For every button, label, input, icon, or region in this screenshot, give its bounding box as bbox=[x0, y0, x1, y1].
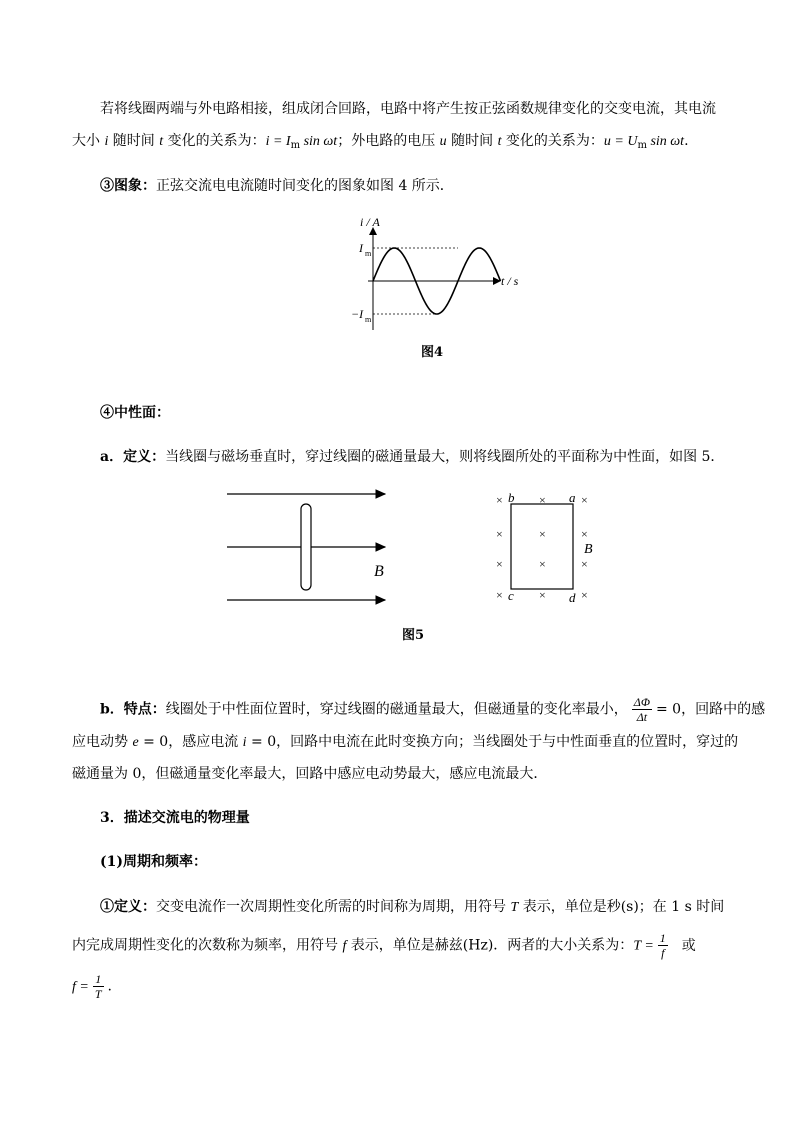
fraction-denominator: f bbox=[661, 946, 665, 960]
var-t: t bbox=[497, 134, 502, 149]
cross-mark: × bbox=[581, 557, 588, 571]
fraction-denominator: T bbox=[94, 987, 102, 1001]
cross-mark: × bbox=[496, 527, 503, 541]
fraction-one-over-f bbox=[658, 931, 668, 960]
paragraph-2 bbox=[100, 176, 454, 196]
text: 若将线圈两端与外电路相接，组成闭合回路，电路中将产生按正弦函数规律变化的交变电流，其电流 bbox=[100, 101, 716, 117]
text: 正弦交流电电流随时间变化的图象如图 4 所示． bbox=[156, 178, 454, 194]
cross-mark: × bbox=[539, 557, 546, 571]
text: 随时间 bbox=[446, 133, 498, 149]
text: 当线圈与磁场垂直时，穿过线圈的磁通量最大，则将线圈所处的平面称为中性面，如图 5． bbox=[165, 449, 725, 465]
cross-mark: × bbox=[581, 493, 588, 507]
cross-mark: × bbox=[496, 588, 503, 602]
equation-frequency-lhs: f = bbox=[72, 979, 89, 995]
fraction-numerator: 1 bbox=[93, 972, 104, 987]
label: ④中性面： bbox=[100, 405, 170, 421]
text: 表示，单位是赫兹(Hz)．两者的大小关系为： bbox=[346, 937, 634, 954]
text: 或 bbox=[681, 937, 696, 954]
paragraph-1-line-1 bbox=[100, 99, 716, 119]
paragraph-6-line-3 bbox=[72, 972, 112, 1001]
equation-voltage-tail: sin ωt bbox=[646, 134, 685, 149]
section-3-1-heading: (1)周期和频率： bbox=[100, 854, 207, 870]
subscript: m bbox=[365, 249, 372, 258]
fraction-denominator: Δt bbox=[636, 710, 648, 724]
text: 线圈处于中性面位置时，穿过线圈的磁通量最大，但磁通量的变化率最小， bbox=[165, 701, 628, 718]
subscript: m bbox=[637, 140, 647, 151]
im-positive-label: I bbox=[359, 241, 363, 255]
equation-current-tail: sin ωt bbox=[300, 134, 338, 149]
cross-mark: × bbox=[581, 527, 588, 541]
equation-period-lhs: T = bbox=[633, 938, 654, 954]
text: 大小 bbox=[72, 133, 105, 149]
paragraph-4 bbox=[100, 447, 724, 467]
equation-current: i = I bbox=[265, 134, 291, 149]
figure-4-caption: 图4 bbox=[421, 345, 444, 360]
var-i: i bbox=[242, 735, 247, 750]
magnetic-field-crosses bbox=[496, 493, 588, 602]
label: a．定义： bbox=[100, 449, 166, 465]
label: ①定义： bbox=[100, 899, 156, 915]
x-axis-label: t / s bbox=[501, 274, 519, 288]
paragraph-1-line-2 bbox=[72, 131, 689, 156]
paragraph-5-line-1 bbox=[100, 695, 765, 724]
cross-mark: × bbox=[496, 557, 503, 571]
var-f: f bbox=[342, 938, 347, 954]
subscript: m bbox=[290, 140, 301, 151]
fraction-one-over-T bbox=[93, 972, 104, 1001]
text: . bbox=[107, 978, 112, 995]
text: 内完成周期性变化的次数称为频率，用符号 bbox=[72, 937, 343, 954]
y-axis-label: i / A bbox=[360, 215, 380, 229]
text: 随时间 bbox=[108, 133, 160, 149]
text: 交变电流作一次周期性变化所需的时间称为周期，用符号 bbox=[156, 899, 511, 915]
paragraph-6-line-1 bbox=[100, 897, 724, 918]
text: 应电动势 bbox=[72, 734, 133, 750]
paragraph-6-line-2 bbox=[72, 931, 696, 960]
cross-mark: × bbox=[496, 493, 503, 507]
corner-label-b: b bbox=[508, 490, 515, 505]
section-3-heading: 3．描述交流电的物理量 bbox=[100, 810, 250, 826]
subscript: m bbox=[365, 315, 372, 324]
label: b．特点： bbox=[100, 701, 166, 718]
paragraph-5-line-2 bbox=[72, 732, 738, 753]
text: 磁通量为 0，但磁通量变化率最大，回路中感应电动势最大，感应电流最大． bbox=[72, 766, 548, 782]
var-T: T bbox=[510, 900, 519, 915]
figure-5-side-view bbox=[222, 484, 392, 610]
text: ；外电路的电压 bbox=[337, 133, 440, 149]
corner-label-c: c bbox=[508, 588, 514, 603]
coil-rectangle bbox=[511, 504, 573, 589]
text: = 0，感应电流 bbox=[138, 734, 243, 750]
equation-voltage: u = U bbox=[603, 134, 638, 149]
fraction-flux-rate bbox=[632, 695, 652, 724]
fraction-numerator: 1 bbox=[659, 931, 666, 945]
im-negative-label: −I bbox=[351, 307, 364, 321]
text: . bbox=[684, 133, 689, 149]
cross-mark: × bbox=[539, 588, 546, 602]
var-i: i bbox=[104, 134, 109, 149]
cross-mark: × bbox=[539, 527, 546, 541]
text: = 0 bbox=[655, 701, 682, 718]
text: ，回路中的感 bbox=[681, 701, 766, 718]
cross-mark: × bbox=[581, 588, 588, 602]
text: 变化的关系为： bbox=[163, 133, 266, 149]
text: 变化的关系为： bbox=[501, 133, 604, 149]
fraction-numerator: ΔΦ bbox=[633, 695, 650, 709]
var-e: e bbox=[132, 735, 139, 750]
var-u: u bbox=[439, 134, 447, 149]
paragraph-3 bbox=[100, 403, 170, 423]
var-t: t bbox=[159, 134, 164, 149]
field-label: B bbox=[374, 563, 384, 580]
field-label: B bbox=[584, 542, 593, 557]
figure-5-front-view bbox=[490, 486, 600, 608]
text: = 0，回路中电流在此时变换方向；当线圈处于与中性面垂直的位置时，穿过的 bbox=[246, 734, 739, 750]
corner-label-a: a bbox=[569, 490, 576, 505]
corner-label-d: d bbox=[569, 590, 576, 605]
figure-4-sine-graph bbox=[340, 212, 540, 337]
text: 表示，单位是秒(s)；在 1 s 时间 bbox=[518, 899, 725, 915]
label: ③图象： bbox=[100, 178, 156, 194]
coil-edge-view bbox=[301, 504, 311, 590]
paragraph-5-line-3 bbox=[72, 764, 547, 784]
cross-mark: × bbox=[539, 493, 546, 507]
figure-5-caption: 图5 bbox=[402, 628, 425, 643]
